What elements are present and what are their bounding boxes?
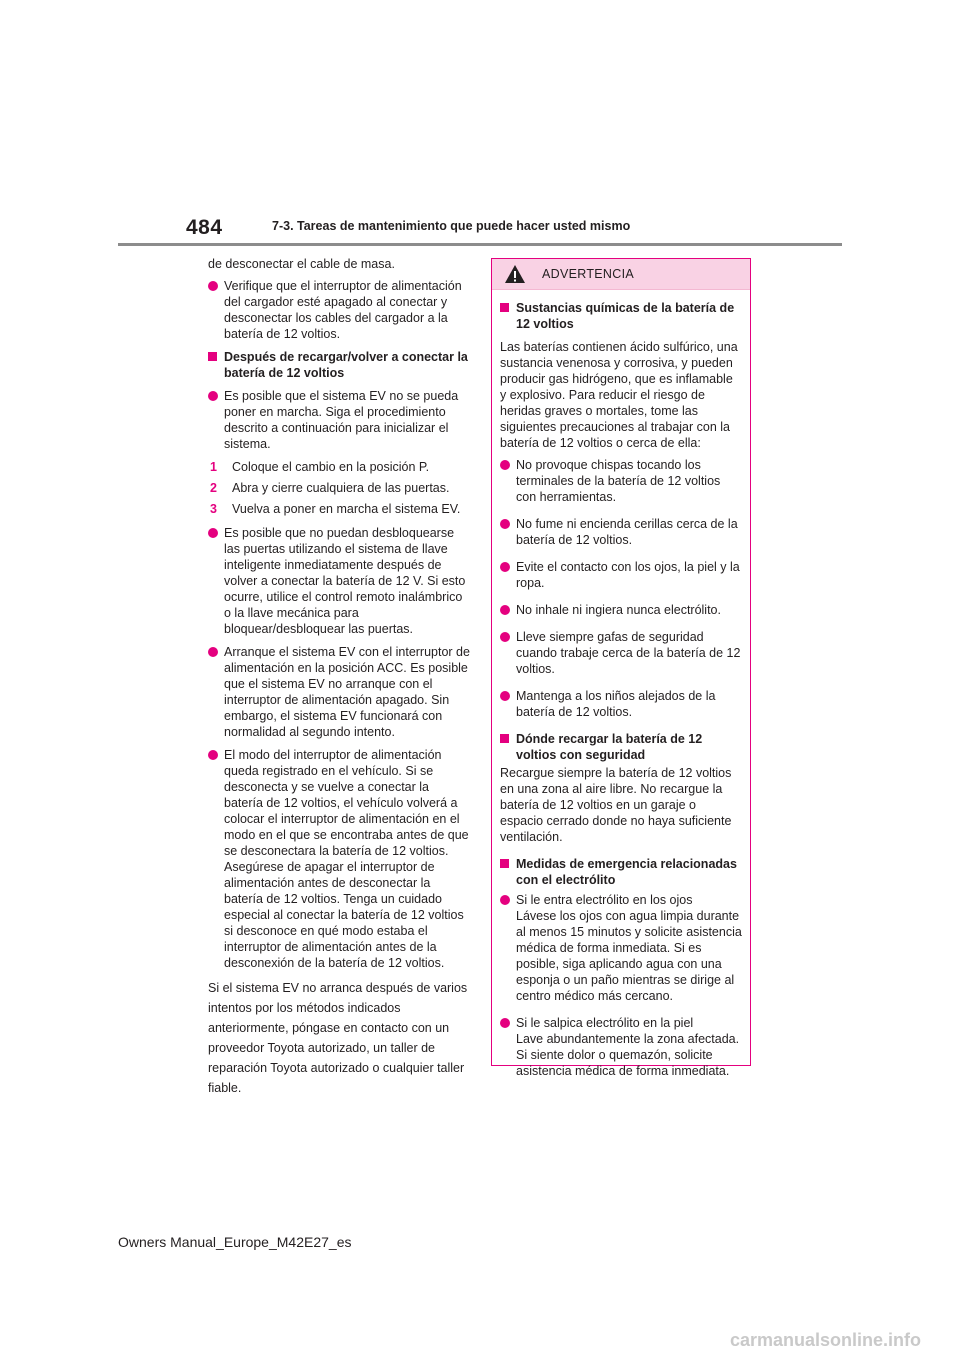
- bullet-item: Es posible que el sistema EV no se pueda poner en marcha. Siga el procedimiento descrito a continuación para inicializar el sistema.: [208, 388, 470, 452]
- warning-bullet: No inhale ni ingiera nunca electrólito.: [500, 602, 742, 618]
- step-number: 1: [210, 460, 217, 474]
- warning-title: ADVERTENCIA: [542, 267, 634, 281]
- warning-bullet: Si le salpica electrólito en la piel Lave abundantemente la zona afectada. Si siente dolor o quemazón, solicite asistencia médica de forma inmediata.: [500, 1015, 742, 1079]
- step-item: 3 Vuelva a poner en marcha el sistema EV.: [210, 502, 461, 516]
- header-rule: [118, 243, 842, 246]
- bullet-dot-icon: [500, 519, 510, 529]
- bullet-item: El modo del interruptor de alimentación queda registrado en el vehículo. Si se desconecta y se vuelve a conectar la batería de 12 voltios, el vehículo volverá a colocar el interruptor de alimentación en el modo en el que se encontraba antes de que se desconectara la batería de 12 voltios. Asegúrese de apagar el interruptor de alimentación antes de desconectar la batería de 12 voltios. Tenga un cuidado especial al conectar la batería de 12 voltios si desconoce en qué modo estaba el interruptor de alimentación antes de la desconexión de la batería de 12 voltios.: [208, 747, 470, 971]
- page-number: 484: [186, 216, 223, 239]
- warning-paragraph: Las baterías contienen ácido sulfúrico, una sustancia venenosa y corrosiva, y pueden producir gas hidrógeno, que es inflamable y explosivo. Para reducir el riesgo de heridas graves o mortales, tome las siguientes precauciones al trabajar con la batería de 12 voltios o cerca de ella:: [500, 340, 738, 450]
- step-number: 3: [210, 502, 217, 516]
- warning-header: [492, 259, 750, 290]
- warning-box: [491, 258, 751, 1078]
- warning-heading: Medidas de emergencia relacionadas con el electrólito: [500, 856, 742, 888]
- subsection-heading: Después de recargar/volver a conectar la batería de 12 voltios: [208, 349, 470, 381]
- square-bullet-icon: [208, 352, 217, 361]
- bullet-dot-icon: [208, 391, 218, 401]
- warning-paragraph: Recargue siempre la batería de 12 voltios en una zona al aire libre. No recargue la batería de 12 voltios en un garaje o espacio cerrado donde no haya suficiente ventilación.: [500, 766, 732, 844]
- left-column: [208, 256, 470, 1102]
- bullet-dot-icon: [500, 691, 510, 701]
- watermark: carmanualsonline.info: [730, 1330, 922, 1350]
- bullet-dot-icon: [500, 562, 510, 572]
- square-bullet-icon: [500, 734, 509, 743]
- warning-bullet: No fume ni encienda cerillas cerca de la batería de 12 voltios.: [500, 516, 742, 548]
- step-number: 2: [210, 481, 217, 495]
- warning-body: [492, 290, 750, 1079]
- warning-bullet: No provoque chispas tocando los terminales de la batería de 12 voltios con herramientas.: [500, 457, 742, 505]
- warning-heading: Sustancias químicas de la batería de 12 voltios: [500, 300, 742, 332]
- bullet-dot-icon: [208, 750, 218, 760]
- warning-triangle-icon: [504, 264, 526, 284]
- bullet-dot-icon: [500, 605, 510, 615]
- closing-paragraph: Si el sistema EV no arranca después de varios intentos por los métodos indicados anteriormente, póngase en contacto con un proveedor Toyota autorizado, un taller de reparación Toyota autorizado o cualquier taller fiable.: [208, 981, 468, 1095]
- bullet-item: Es posible que no puedan desbloquearse las puertas utilizando el sistema de llave inteligente inmediatamente después de volver a conectar la batería de 12 V. Si esto ocurre, utilice el control remoto inalámbrico o la llave mecánica para bloquear/desbloquear las puertas.: [208, 525, 470, 637]
- warning-bullet: Mantenga a los niños alejados de la batería de 12 voltios.: [500, 688, 742, 720]
- step-item: 1 Coloque el cambio en la posición P.: [210, 460, 430, 474]
- bullet-dot-icon: [500, 460, 510, 470]
- footer-manual-id: Owners Manual_Europe_M42E27_es: [118, 1234, 352, 1250]
- square-bullet-icon: [500, 859, 509, 868]
- bullet-dot-icon: [500, 632, 510, 642]
- section-title: 7-3. Tareas de mantenimiento que puede hacer usted mismo: [272, 219, 631, 233]
- page-header: [0, 0, 960, 250]
- bullet-dot-icon: [208, 647, 218, 657]
- warning-bullet: Lleve siempre gafas de seguridad cuando trabaje cerca de la batería de 12 voltios.: [500, 629, 742, 677]
- bullet-item: Arranque el sistema EV con el interruptor de alimentación en la posición ACC. Es posible que el sistema EV no arranque con el interruptor de alimentación apagado. Sin embargo, el sistema EV funcionará con normalidad al segundo intento.: [208, 644, 470, 740]
- intro-text: de desconectar el cable de masa.: [208, 257, 395, 271]
- square-bullet-icon: [500, 303, 509, 312]
- warning-bullet: Evite el contacto con los ojos, la piel y la ropa.: [500, 559, 742, 591]
- bullet-dot-icon: [208, 528, 218, 538]
- bullet-dot-icon: [208, 281, 218, 291]
- warning-bullet: Si le entra electrólito en los ojos Lávese los ojos con agua limpia durante al menos 15 minutos y solicite asistencia médica de forma inmediata. Si es posible, siga aplicando agua con una esponja o un paño mientras se dirige al centro médico más cercano.: [500, 892, 742, 1004]
- bullet-dot-icon: [500, 895, 510, 905]
- bullet-dot-icon: [500, 1018, 510, 1028]
- step-item: 2 Abra y cierre cualquiera de las puertas.: [210, 481, 450, 495]
- bullet-item: Verifique que el interruptor de alimentación del cargador esté apagado al conectar y desconectar los cables del cargador a la batería de 12 voltios.: [208, 278, 470, 342]
- warning-heading: Dónde recargar la batería de 12 voltios con seguridad: [500, 731, 742, 763]
